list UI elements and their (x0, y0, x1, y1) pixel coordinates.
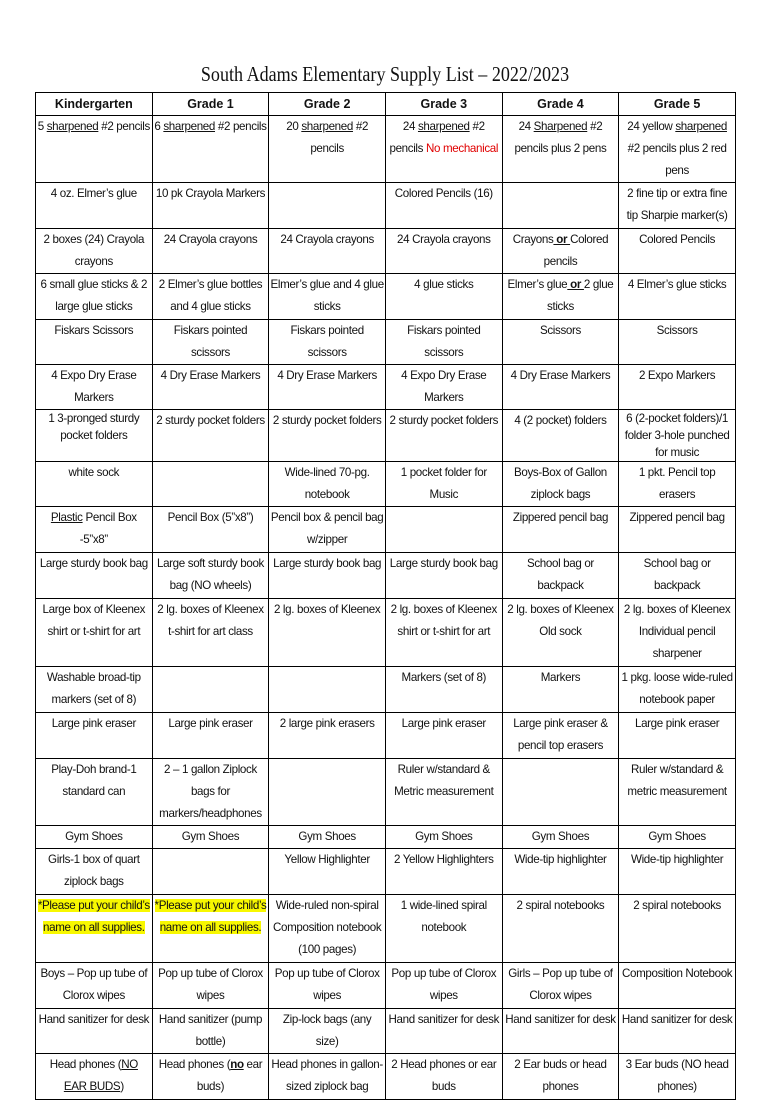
table-row (36, 759, 736, 826)
table-cell (269, 183, 386, 229)
table-cell: Hand sanitizer for desk (36, 1009, 153, 1054)
table-row (36, 895, 736, 963)
table-cell: 2 Head phones or ear buds (385, 1054, 502, 1100)
table-cell: Gym Shoes (385, 826, 502, 849)
table-cell: Large sturdy book bag (385, 553, 502, 599)
table-cell: 24 Crayola crayons (385, 229, 502, 274)
table-cell: Elmer’s glue and 4 glue sticks (269, 274, 386, 320)
table-cell: 2 sturdy pocket folders (152, 410, 269, 462)
table-cell: 1 pkt. Pencil top erasers (619, 462, 736, 507)
table-cell: Large box of Kleenex shirt or t-shirt for art (36, 599, 153, 667)
table-cell: 2 sturdy pocket folders (385, 410, 502, 462)
table-cell: 24 sharpened #2 pencils No mechanical (385, 116, 502, 183)
table-cell: 4 Expo Dry Erase Markers (385, 365, 502, 410)
table-cell: Plastic Pencil Box -5”x8” (36, 507, 153, 553)
table-cell: 2 lg. boxes of Kleenex Old sock (502, 599, 619, 667)
table-cell: 1 wide-lined spiral notebook (385, 895, 502, 963)
table-cell: 4 oz. Elmer’s glue (36, 183, 153, 229)
table-cell: Gym Shoes (619, 826, 736, 849)
table-row (36, 365, 736, 410)
table-cell: 4 (2 pocket) folders (502, 410, 619, 462)
table-row (36, 320, 736, 365)
table-row (36, 553, 736, 599)
table-cell: 2 lg. boxes of Kleenex Individual pencil sharpener (619, 599, 736, 667)
table-cell: Pop up tube of Clorox wipes (269, 963, 386, 1009)
table-cell: *Please put your child’s name on all supplies. (36, 895, 153, 963)
table-cell: Boys-Box of Gallon ziplock bags (502, 462, 619, 507)
table-cell: 2 fine tip or extra fine tip Sharpie marker(s) (619, 183, 736, 229)
table-cell: Large sturdy book bag (36, 553, 153, 599)
table-cell: 4 Elmer’s glue sticks (619, 274, 736, 320)
table-cell: Hand sanitizer (pump bottle) (152, 1009, 269, 1054)
table-cell: Girls – Pop up tube of Clorox wipes (502, 963, 619, 1009)
table-cell: 6 (2-pocket folders)/1 folder 3-hole punched for music (619, 410, 736, 462)
table-cell: Zippered pencil bag (619, 507, 736, 553)
column-header: Grade 4 (502, 93, 619, 116)
table-cell: Wide-lined 70-pg. notebook (269, 462, 386, 507)
table-cell: Play-Doh brand-1 standard can (36, 759, 153, 826)
table-cell: Large sturdy book bag (269, 553, 386, 599)
table-cell: Crayons or Colored pencils (502, 229, 619, 274)
table-cell: Hand sanitizer for desk (619, 1009, 736, 1054)
table-row (36, 667, 736, 713)
table-cell: 2 sturdy pocket folders (269, 410, 386, 462)
table-cell: Hand sanitizer for desk (385, 1009, 502, 1054)
column-header: Grade 3 (385, 93, 502, 116)
table-cell: Pencil box & pencil bag w/zipper (269, 507, 386, 553)
table-row (36, 826, 736, 849)
table-cell: Head phones in gallon-sized ziplock bag (269, 1054, 386, 1100)
header-row (36, 93, 736, 116)
table-cell: Pencil Box (5”x8”) (152, 507, 269, 553)
table-cell: 2 spiral notebooks (502, 895, 619, 963)
table-cell: Boys – Pop up tube of Clorox wipes (36, 963, 153, 1009)
table-cell: Large pink eraser (385, 713, 502, 759)
table-row (36, 713, 736, 759)
table-cell: Markers (502, 667, 619, 713)
table-cell: Fiskars pointed scissors (385, 320, 502, 365)
table-cell: 1 pocket folder for Music (385, 462, 502, 507)
table-cell: 4 Expo Dry Erase Markers (36, 365, 153, 410)
column-header: Grade 2 (269, 93, 386, 116)
table-cell: 6 small glue sticks & 2 large glue sticks (36, 274, 153, 320)
table-cell: Large pink eraser (152, 713, 269, 759)
table-row (36, 1054, 736, 1100)
table-cell: Ruler w/standard & Metric measurement (385, 759, 502, 826)
table-cell: Pop up tube of Clorox wipes (152, 963, 269, 1009)
table-cell: Pop up tube of Clorox wipes (385, 963, 502, 1009)
table-row (36, 1009, 736, 1054)
table-cell: Wide-tip highlighter (502, 849, 619, 895)
table-cell: Hand sanitizer for desk (502, 1009, 619, 1054)
table-cell (502, 183, 619, 229)
table-row (36, 183, 736, 229)
table-cell: 24 Sharpened #2 pencils plus 2 pens (502, 116, 619, 183)
table-cell: Markers (set of 8) (385, 667, 502, 713)
table-cell: School bag or backpack (619, 553, 736, 599)
page-title: South Adams Elementary Supply List – 2022/2023 (200, 62, 570, 86)
table-cell: 2 Elmer’s glue bottles and 4 glue sticks (152, 274, 269, 320)
table-cell: 4 glue sticks (385, 274, 502, 320)
table-row (36, 116, 736, 183)
table-cell: 2 boxes (24) Crayola crayons (36, 229, 153, 274)
table-cell: Washable broad-tip markers (set of 8) (36, 667, 153, 713)
table-cell (152, 667, 269, 713)
table-cell: Wide-ruled non-spiral Composition notebook (100 pages) (269, 895, 386, 963)
table-cell: Gym Shoes (269, 826, 386, 849)
table-cell: Colored Pencils (16) (385, 183, 502, 229)
table-cell: Colored Pencils (619, 229, 736, 274)
table-cell: Scissors (502, 320, 619, 365)
table-cell: Gym Shoes (152, 826, 269, 849)
table-cell: 6 sharpened #2 pencils (152, 116, 269, 183)
table-cell: *Please put your child’s name on all supplies. (152, 895, 269, 963)
table-cell: 24 Crayola crayons (269, 229, 386, 274)
table-cell: 4 Dry Erase Markers (502, 365, 619, 410)
table-cell: Elmer’s glue or 2 glue sticks (502, 274, 619, 320)
table-cell: Large soft sturdy book bag (NO wheels) (152, 553, 269, 599)
table-cell (269, 667, 386, 713)
table-cell: Head phones (NO EAR BUDS) (36, 1054, 153, 1100)
table-cell: Yellow Highlighter (269, 849, 386, 895)
table-cell: Composition Notebook (619, 963, 736, 1009)
table-cell: Fiskars Scissors (36, 320, 153, 365)
table-cell (152, 462, 269, 507)
table-cell: Gym Shoes (502, 826, 619, 849)
table-cell: Scissors (619, 320, 736, 365)
table-row (36, 410, 736, 462)
table-cell: Zip-lock bags (any size) (269, 1009, 386, 1054)
column-header: Grade 5 (619, 93, 736, 116)
table-row (36, 229, 736, 274)
table-cell: 24 Crayola crayons (152, 229, 269, 274)
table-cell: Large pink eraser (36, 713, 153, 759)
table-cell: Fiskars pointed scissors (269, 320, 386, 365)
table-cell: 1 pkg. loose wide-ruled notebook paper (619, 667, 736, 713)
table-cell: 2 spiral notebooks (619, 895, 736, 963)
table-row (36, 462, 736, 507)
table-cell: 2 Ear buds or head phones (502, 1054, 619, 1100)
table-cell: Zippered pencil bag (502, 507, 619, 553)
table-cell (269, 759, 386, 826)
table-cell: Wide-tip highlighter (619, 849, 736, 895)
table-row (36, 599, 736, 667)
table-cell: Ruler w/standard & metric measurement (619, 759, 736, 826)
table-cell: 10 pk Crayola Markers (152, 183, 269, 229)
table-cell: 4 Dry Erase Markers (269, 365, 386, 410)
table-cell: 1 3-pronged sturdy pocket folders (36, 410, 153, 462)
table-cell: Girls-1 box of quart ziplock bags (36, 849, 153, 895)
table-cell (385, 507, 502, 553)
table-row (36, 507, 736, 553)
table-cell: Head phones (no ear buds) (152, 1054, 269, 1100)
table-cell: 4 Dry Erase Markers (152, 365, 269, 410)
column-header: Kindergarten (36, 93, 153, 116)
table-cell: 2 – 1 gallon Ziplock bags for markers/headphones (152, 759, 269, 826)
table-cell: 2 lg. boxes of Kleenex t-shirt for art class (152, 599, 269, 667)
table-cell: 2 lg. boxes of Kleenex shirt or t-shirt for art (385, 599, 502, 667)
table-cell (502, 759, 619, 826)
table-cell: School bag or backpack (502, 553, 619, 599)
table-cell: 2 Expo Markers (619, 365, 736, 410)
table-cell: 2 large pink erasers (269, 713, 386, 759)
table-cell: 2 Yellow Highlighters (385, 849, 502, 895)
table-cell: 2 lg. boxes of Kleenex (269, 599, 386, 667)
table-cell: Gym Shoes (36, 826, 153, 849)
table-cell: 20 sharpened #2 pencils (269, 116, 386, 183)
table-cell: Large pink eraser (619, 713, 736, 759)
table-row (36, 849, 736, 895)
table-cell: 24 yellow sharpened #2 pencils plus 2 red pens (619, 116, 736, 183)
table-cell: 3 Ear buds (NO head phones) (619, 1054, 736, 1100)
table-row (36, 274, 736, 320)
supply-table (35, 92, 736, 1100)
table-cell (152, 849, 269, 895)
table-cell: white sock (36, 462, 153, 507)
table-cell: Large pink eraser & pencil top erasers (502, 713, 619, 759)
column-header: Grade 1 (152, 93, 269, 116)
table-cell: 5 sharpened #2 pencils (36, 116, 153, 183)
table-cell: Fiskars pointed scissors (152, 320, 269, 365)
table-row (36, 963, 736, 1009)
